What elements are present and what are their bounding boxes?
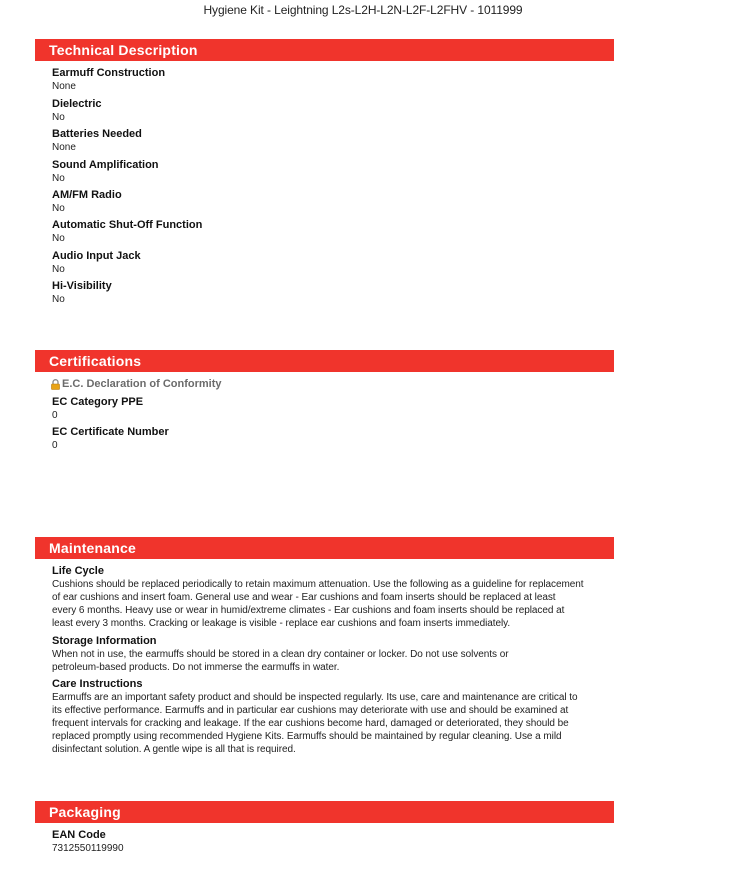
field-value: No (52, 233, 65, 244)
field-label: Batteries Needed (52, 128, 142, 140)
section-header-technical-description: Technical Description (35, 39, 614, 61)
field-label: AM/FM Radio (52, 189, 122, 201)
field-value: No (52, 264, 65, 275)
field-label: Automatic Shut-Off Function (52, 219, 203, 231)
field-value: No (52, 173, 65, 184)
field-text-line: petroleum-based products. Do not immerse the earmuffs in water. (52, 662, 340, 673)
section-header-maintenance: Maintenance (35, 537, 614, 559)
field-text-line: its effective performance. Earmuffs and in particular ear cushions may deteriorate with use and should be examined at (52, 705, 569, 716)
section-header-packaging: Packaging (35, 801, 614, 823)
field-text-line: frequent intervals for cracking and leakage. If the ear cushions become hard, damaged or deteriorated, they should be (52, 718, 569, 729)
field-care-instructions (52, 678, 614, 756)
field-label: EC Category PPE (52, 396, 144, 408)
field-label: Earmuff Construction (52, 67, 166, 79)
field-value: 0 (52, 410, 58, 421)
field-text-line: disinfectant solution. A gentle wipe is all that is required. (52, 744, 296, 755)
field-text-line: every 6 months. Heavy use or wear in humid/extreme climates - Ear cushions and foam inserts should be replaced at (52, 605, 565, 616)
field-hi-visibility (52, 280, 614, 306)
field-text-line: least every 3 months. Cracking or leakage is visible - replace ear cushions and foam inserts immediately. (52, 618, 511, 629)
page-title: Hygiene Kit - Leightning L2s-L2H-L2N-L2F-L2FHV - 1011999 (203, 3, 523, 17)
field-text-line: replaced promptly using recommended Hygiene Kits. Earmuffs should be maintained by regular cleaning. Use a mild (52, 731, 562, 742)
field-label: Dielectric (52, 98, 102, 110)
field-automatic-shut-off (52, 219, 614, 245)
field-value: None (52, 81, 76, 92)
field-text-line: of ear cushions and insert foam. General use and wear - Ear cushions and foam inserts should be replaced at least (52, 592, 556, 603)
field-label: Storage Information (52, 635, 157, 647)
ec-declaration-label: E.C. Declaration of Conformity (62, 378, 222, 390)
field-life-cycle (52, 565, 614, 630)
field-label: Sound Amplification (52, 159, 159, 171)
field-value: 0 (52, 440, 58, 451)
field-ec-category-ppe (52, 396, 614, 422)
field-value: None (52, 142, 76, 153)
section-header-certifications: Certifications (35, 350, 614, 372)
field-dielectric (52, 98, 614, 124)
field-audio-input-jack (52, 250, 614, 276)
field-sound-amplification (52, 159, 614, 185)
field-batteries-needed (52, 128, 614, 154)
field-value: No (52, 294, 65, 305)
field-storage-information (52, 635, 614, 674)
field-value: No (52, 203, 65, 214)
field-label: EAN Code (52, 829, 106, 841)
field-value: No (52, 112, 65, 123)
field-label: Hi-Visibility (52, 280, 112, 292)
field-label: Life Cycle (52, 565, 104, 577)
field-am-fm-radio (52, 189, 614, 215)
field-value: 7312550119990 (52, 843, 124, 854)
field-label: EC Certificate Number (52, 426, 169, 438)
field-earmuff-construction (52, 67, 614, 93)
field-text-line: Cushions should be replaced periodically to retain maximum attenuation. Use the following as a guideline for replacement (52, 579, 584, 590)
field-text-line: Earmuffs are an important safety product and should be inspected regularly. Its use, care and maintenance are critical to (52, 692, 578, 703)
ec-declaration-link[interactable] (51, 377, 222, 391)
field-ean-code (52, 829, 614, 855)
field-ec-certificate-number (52, 426, 614, 452)
field-text-line: When not in use, the earmuffs should be stored in a clean dry container or locker. Do not use solvents or (52, 649, 509, 660)
field-label: Care Instructions (52, 678, 143, 690)
lock-icon (51, 379, 60, 390)
field-label: Audio Input Jack (52, 250, 141, 262)
